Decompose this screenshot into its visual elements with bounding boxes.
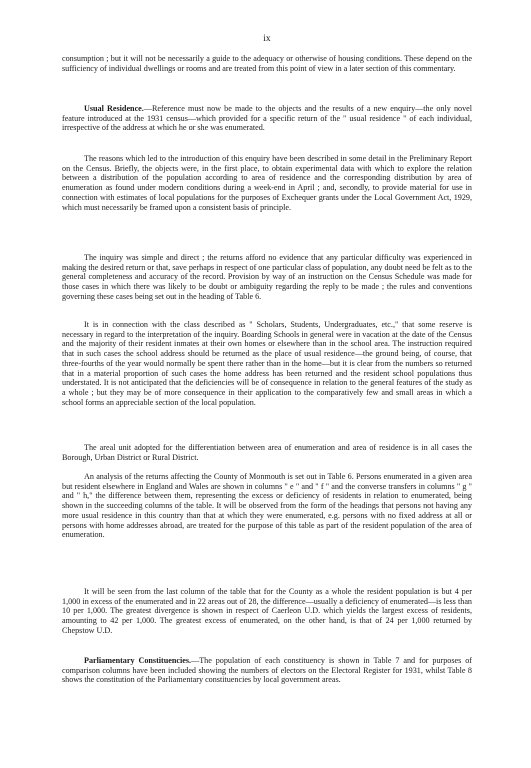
paragraph-text: It will be seen from the last column of the table that for the County as a whole the resident population is but 4 per 1,000 in excess of the enumerated and in 22 areas out of 28, the difference—usually a deficiency of enumerated—is less than 10 per 1,000. The greatest divergence is shown in respect of Caerleon U.D. which yields the largest excess of residents, amounting to 42 per 1,000. The greatest excess of enumerated, on the other hand, is that of 24 per 1,000 returned by Chepstow U.D. xyxy=(62,587,472,635)
paragraph-text: —The population of each constituency is shown in Table 7 and for purposes of comparison columns have been included showing the numbers of electors on the Electoral Register for 1931, whilst Table 8 shows the constitution of the Parliamentary constituencies by local government areas. xyxy=(62,656,472,685)
section-heading-parliamentary-constituencies: Parliamentary Constituencies. xyxy=(84,656,192,665)
paragraph-text: The inquiry was simple and direct ; the returns afford no evidence that any particular difficulty was experienced in making the desired return or that, save perhaps in respect of one particular class of population, any doubt need be felt as to the general completeness and accuracy of the record. Provision by way of an instruction on the Census Schedule was made for those cases in which there was likely to be doubt or ambiguity regarding the reply to be made ; the rules and conventions governing these cases being set out in the heading of Table 6. xyxy=(62,253,472,301)
paragraph-text: The areal unit adopted for the differentiation between area of enumeration and area of residence is in all cases the Borough, Urban District or Rural District. xyxy=(62,443,472,462)
paragraph-scholars xyxy=(62,320,472,407)
paragraph-inquiry xyxy=(62,253,472,302)
paragraph-text: —Reference must now be made to the objects and the results of a new enquiry—the only novel feature introduced at the 1931 census—which provided for a specific return of the " usual residence " of each individual, irrespective of the address at which he or she was enumerated. xyxy=(62,104,473,133)
paragraph-county-results xyxy=(62,587,472,636)
paragraph-reasons xyxy=(62,154,472,212)
section-heading-usual-residence: Usual Residence. xyxy=(84,104,144,113)
page-number: ix xyxy=(263,34,271,44)
paragraph-usual-residence xyxy=(62,104,472,133)
paragraph-text: An analysis of the returns affecting the County of Monmouth is set out in Table 6. Persons enumerated in a given area but resident elsewhere in England and Wales are shown in columns " e " and " f " and the converse transfers in columns " g " and " h," the difference between them, representing the excess or deficiency of residents in relation to enumerated, being shown in the succeeding columns of the table. It will be observed from the form of the headings that persons not having any more usual residence in this country than that at which they were enumerated, e.g. persons with no fixed address at all or persons with home addresses abroad, are treated for the purpose of this table as part of the resident population of the area of enumeration. xyxy=(62,472,472,540)
paragraph-text: consumption ; but it will not be necessarily a guide to the adequacy or otherwise of housing conditions. These depend on the sufficiency of individual dwellings or rooms and are treated from this point of view in a later section of this commentary. xyxy=(62,54,472,73)
paragraph-parliamentary-constituencies xyxy=(62,656,472,685)
paragraph-monmouth-analysis xyxy=(62,472,472,540)
paragraph-text: The reasons which led to the introduction of this enquiry have been described in some detail in the Preliminary Report on the Census. Briefly, the objects were, in the first place, to obtain experimental data with which to explore the relation between a distribution of the population according to area of residence and the corresponding distribution by area of enumeration as found under modern conditions during a week-end in April ; and, secondly, to provide material for use in connection with estimates of local populations for the purposes of Exchequer grants under the Local Government Act, 1929, which must necessarily be framed upon a consistent basis of principle. xyxy=(62,154,472,212)
paragraph-areal-unit xyxy=(62,443,472,462)
paragraph-consumption xyxy=(62,54,472,73)
paragraph-text: It is in connection with the class described as " Scholars, Students, Undergraduates, etc.," that some reserve is necessary in regard to the interpretation of the inquiry. Boarding Schools in general were in vacation at the date of the Census and the majority of their resident inmates at their own homes or elsewhere than in the school area. The instruction required that in such cases the school address should be returned as the place of usual residence—the ground being, of course, that three-fourths of the year would normally be spent there rather than in the home—but it is clear from the numbers so returned that in a material proportion of such cases the home address has been returned and the resident school populations thus understated. It is not anticipated that the deficiencies will be of consequence in relation to the general features of the study as a whole ; but they may be of more consequence in their application to the comparatively few and small areas in which a school forms an appreciable section of the local population. xyxy=(62,320,472,407)
